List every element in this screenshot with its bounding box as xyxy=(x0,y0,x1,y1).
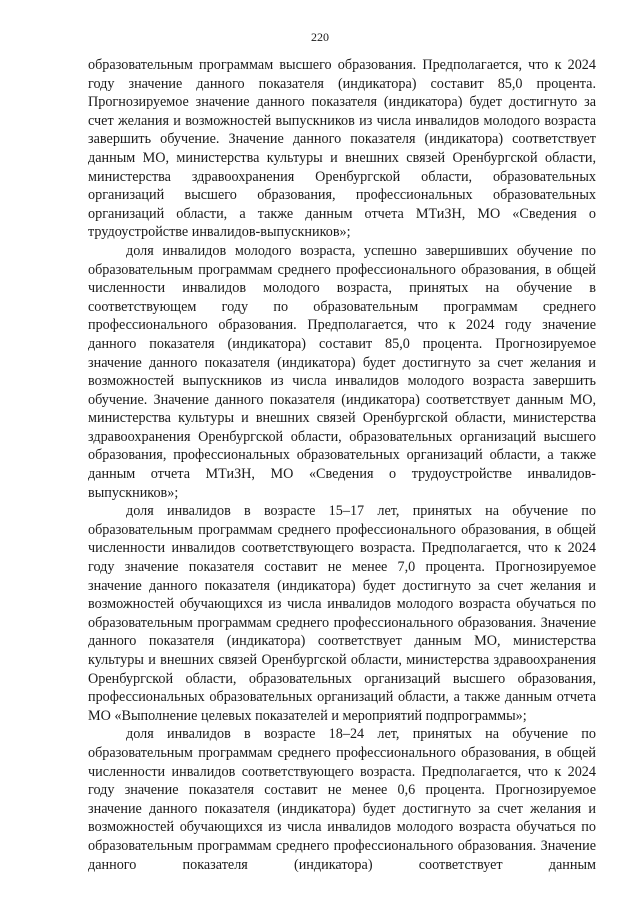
paragraph-age-15-17-enrollment: доля инвалидов в возрасте 15–17 лет, принятых на обучение по образовательным программам среднего профессионального образования, в общей численности инвалидов соответствующего возраста. Предполагается, что к 2024 году значение показателя составит не менее 7,0 процента. Прогнозируемое значение данного показателя (индикатора) будет достигнуто за счет желания и возможностей обучающихся из числа инвалидов молодого возраста обучаться по образовательным программам среднего профессионального образования. Значение данного показателя (индикатора) соответствует данным МО, министерства культуры и внешних связей Оренбургской области, министерства здравоохранения Оренбургской области, образовательных организаций высшего образования, профессиональных образовательных организаций области, а также данным отчета МО «Выполнение целевых показателей и мероприятий подпрограммы»; xyxy=(88,503,596,724)
document-body xyxy=(88,56,596,874)
paragraph-continuation: образовательным программам высшего образования. Предполагается, что к 2024 году значение данного показателя (индикатора) составит 85,0 процента. Прогнозируемое значение данного показателя (индикатора) будет достигнуто за счет желания и возможностей выпускников из числа инвалидов молодого возраста завершить обучение. Значение данного показателя (индикатора) соответствует данным МО, министерства культуры и внешних связей Оренбургской области, министерства здравоохранения Оренбургской области, образовательных организаций высшего образования, профессиональных образовательных организаций области, а также данным отчета МТиЗН, МО «Сведения о трудоустройстве инвалидов-выпускников»; xyxy=(88,57,596,241)
paragraph-youth-completion-spo: доля инвалидов молодого возраста, успешно завершивших обучение по образовательным программам среднего профессионального образования, в общей численности инвалидов молодого возраста, принятых на обучение в соответствующем году по образовательным программам среднего профессионального образования. Предполагается, что к 2024 году значение данного показателя (индикатора) составит 85,0 процента. Прогнозируемое значение данного показателя (индикатора) будет достигнуто за счет желания и возможностей выпускников из числа инвалидов молодого возраста завершить обучение. Значение данного показателя (индикатора) соответствует данным МО, министерства культуры и внешних связей Оренбургской области, министерства здравоохранения Оренбургской области, образовательных организаций высшего образования, профессиональных образовательных организаций области, а также данным отчета МТиЗН, МО «Сведения о трудоустройстве инвалидов-выпускников»; xyxy=(88,242,596,501)
page-number: 220 xyxy=(311,30,329,44)
paragraph-age-18-24-enrollment: доля инвалидов в возрасте 18–24 лет, принятых на обучение по образовательным программам среднего профессионального образования, в общей численности инвалидов соответствующего возраста. Предполагается, что к 2024 году значение показателя составит не менее 0,6 процента. Прогнозируемое значение данного показателя (индикатора) будет достигнуто за счет желания и возможностей обучающихся из числа инвалидов молодого возраста обучаться по образовательным программам среднего профессионального образования. Значение данного показателя (индикатора) соответствует данным xyxy=(88,726,596,873)
